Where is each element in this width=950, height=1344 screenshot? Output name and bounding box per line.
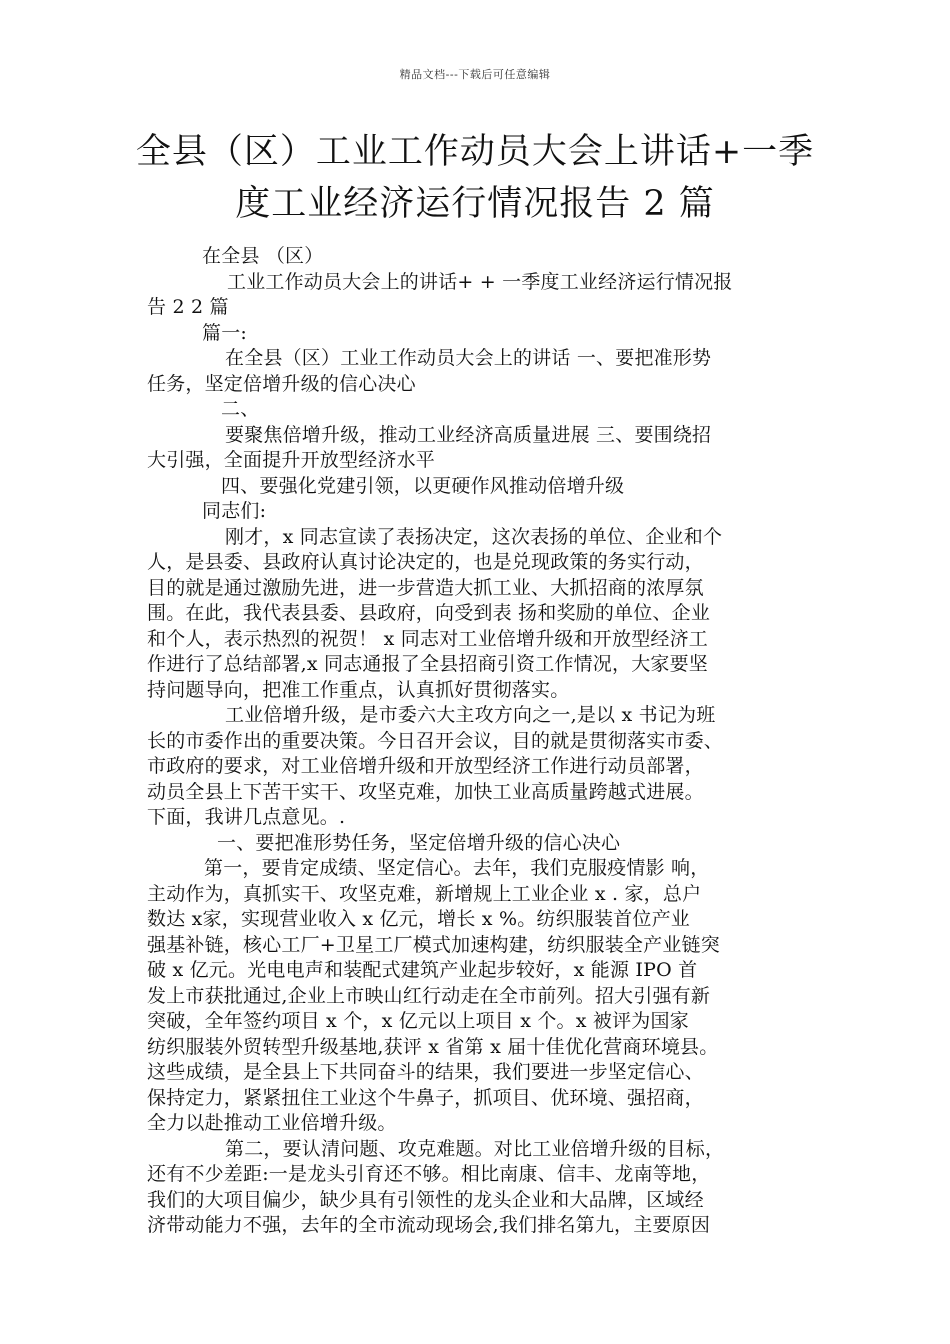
body-line: 工业倍增升级，是市委六大主攻方向之一,是以 x 书记为班 xyxy=(225,704,716,726)
body-line: 纺织服装外贸转型升级基地,获评 x 省第 x 届十佳优化营商环境县。 xyxy=(147,1035,719,1058)
body-line: 一、要把准形势任务，坚定倍增升级的信心决心 xyxy=(217,831,621,854)
body-line: 刚才，x 同志宣读了表扬决定，这次表扬的单位、企业和个 xyxy=(225,525,723,548)
body-line: 围。在此，我代表县委、县政府，向受到表 扬和奖励的单位、企业 xyxy=(147,602,711,624)
body-line: 目的就是通过激励先进，进一步营造大抓工业、大抓招商的浓厚氛 xyxy=(147,576,704,599)
body-line: 要聚焦倍增升级，推动工业经济高质量进展 三、要围绕招 xyxy=(225,423,712,446)
body-line: 任务，坚定倍增升级的信心决心 xyxy=(147,372,416,395)
body-line: 在全县 （区） xyxy=(202,245,324,267)
title-line-1: 全县（区）工业工作动员大会上讲话+一季 xyxy=(135,132,815,172)
body-line: 还有不少差距:一是龙头引育还不够。相比南康、信丰、龙南等地， xyxy=(147,1163,711,1185)
body-line: 同志们: xyxy=(202,500,267,522)
body-line: 发上市获批通过,企业上市映山红行动走在全市前列。招大引强有新 xyxy=(147,984,711,1007)
body-line: 主动作为，真抓实干、攻坚克难，新增规上工业企业 x . 家，总户 xyxy=(147,882,702,905)
body-line: 大引强，全面提升开放型经济水平 xyxy=(147,449,436,471)
document-title xyxy=(0,126,950,230)
body-line: 和个人，表示热烈的祝贺！ x 同志对工业倍增升级和开放型经济工 xyxy=(147,627,708,650)
body-line: 保持定力，紧紧扭住工业这个牛鼻子，抓项目、优环境、强招商， xyxy=(147,1086,704,1109)
body-line: 全力以赴推动工业倍增升级。 xyxy=(147,1112,397,1134)
body-line: 告 2 2 篇 xyxy=(147,296,229,318)
header-note: 精品文档---下载后可任意编辑 xyxy=(399,68,551,81)
body-line: 第一，要肯定成绩、坚定信心。去年，我们克服疫情影 响， xyxy=(204,857,710,879)
body-line: 突破，全年签约项目 x 个，x 亿元以上项目 x 个。x 被评为国家 xyxy=(147,1010,689,1032)
body-line: 人，是县委、县政府认真讨论决定的，也是兑现政策的务实行动， xyxy=(147,551,704,573)
body-line: 我们的大项目偏少，缺少具有引领性的龙头企业和大品牌，区域经 xyxy=(147,1188,704,1211)
body-line: 下面，我讲几点意见。. xyxy=(147,806,346,828)
body-line: 四、要强化党建引领，以更硬作风推动倍增升级 xyxy=(221,474,625,497)
body-line: 破 x 亿元。光电电声和装配式建筑产业起步较好，x 能源 IPO 首 xyxy=(147,959,698,981)
body-line: 这些成绩，是全县上下共同奋斗的结果，我们要进一步坚定信心、 xyxy=(147,1061,704,1083)
body-line: 二、 xyxy=(221,398,260,420)
body-line: 动员全县上下苦干实干、攻坚克难，加快工业高质量跨越式进展。 xyxy=(147,780,704,803)
body-line: 长的市委作出的重要决策。今日召开会议，目的就是贯彻落实市委、 xyxy=(147,729,724,752)
body-line: 篇一: xyxy=(202,321,248,344)
body-line: 数达 x家，实现营业收入 x 亿元，增长 x %。纺织服装首位产业 xyxy=(147,908,690,930)
document-body xyxy=(147,244,827,1239)
body-line: 工业工作动员大会上的讲话+ + 一季度工业经济运行情况报 xyxy=(227,270,733,293)
body-line: 济带动能力不强，去年的全市流动现场会,我们排名第九，主要原因 xyxy=(147,1214,711,1236)
body-line: 第二，要认清问题、攻克难题。对比工业倍增升级的目标， xyxy=(225,1137,725,1160)
body-line: 市政府的要求，对工业倍增升级和开放型经济工作进行动员部署， xyxy=(147,755,704,777)
body-line: 作进行了总结部署,x 同志通报了全县招商引资工作情况，大家要坚 xyxy=(147,653,708,675)
body-line: 在全县（区）工业工作动员大会上的讲话 一、要把准形势 xyxy=(225,347,712,369)
body-line: 持问题导向，把准工作重点，认真抓好贯彻落实。 xyxy=(147,678,570,701)
body-line: 强基补链，核心工厂+卫星工厂模式加速构建，纺织服装全产业链突 xyxy=(147,933,720,956)
title-line-2: 度工业经济运行情况报告 2 篇 xyxy=(235,184,715,224)
